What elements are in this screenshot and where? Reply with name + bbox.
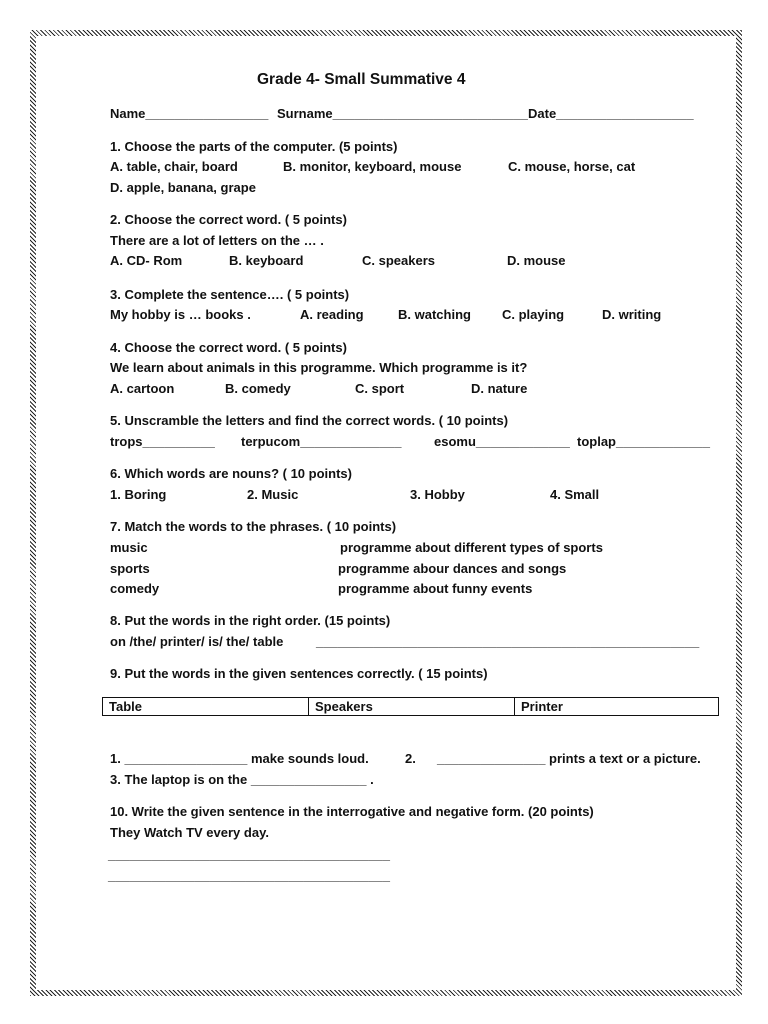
q6-option-3: 3. Hobby (410, 487, 465, 502)
q4-heading: 4. Choose the correct word. ( 5 points) (110, 340, 347, 355)
q5-word-1[interactable]: trops__________ (110, 434, 215, 449)
q2-option-d: D. mouse (507, 253, 566, 268)
q1-option-a: A. table, chair, board (110, 159, 238, 174)
q1-option-c: C. mouse, horse, cat (508, 159, 636, 174)
q1-heading: 1. Choose the parts of the computer. (5 points) (110, 139, 398, 154)
q3-option-c: C. playing (502, 307, 565, 322)
q9-word-table (102, 697, 719, 716)
q6-heading: 6. Which words are nouns? ( 10 points) (110, 466, 352, 481)
name-field[interactable]: Name_________________ (110, 106, 269, 121)
q7-word-1: music (110, 540, 148, 555)
q9-word-table: Table (103, 698, 309, 716)
page-title: Grade 4- Small Summative 4 (257, 71, 466, 88)
q3-option-a: A. reading (300, 307, 364, 322)
q9-word-speakers: Speakers (309, 698, 515, 716)
q10-heading: 10. Write the given sentence in the interrogative and negative form. (20 points) (110, 804, 594, 819)
surname-field[interactable]: Surname___________________________ (277, 106, 528, 121)
q5-heading: 5. Unscramble the letters and find the correct words. ( 10 points) (110, 413, 509, 428)
q9-heading: 9. Put the words in the given sentences correctly. ( 15 points) (110, 666, 488, 681)
q8-heading: 8. Put the words in the right order. (15 points) (110, 613, 391, 628)
q8-prompt: on /the/ printer/ is/ the/ table (110, 634, 284, 649)
q2-heading: 2. Choose the correct word. ( 5 points) (110, 212, 347, 227)
q1-option-b: B. monitor, keyboard, mouse (283, 159, 462, 174)
q9-word-printer: Printer (515, 698, 719, 716)
q7-word-2: sports (110, 561, 150, 576)
q5-word-4[interactable]: toplap_____________ (577, 434, 710, 449)
q7-phrase-2: programme abour dances and songs (338, 561, 567, 576)
q9-sentence-2[interactable]: _______________ prints a text or a picture. (437, 751, 701, 766)
q4-option-a: A. cartoon (110, 381, 175, 396)
q2-option-c: C. speakers (362, 253, 435, 268)
q3-option-b: B. watching (398, 307, 471, 322)
q7-phrase-3: programme about funny events (338, 581, 533, 596)
q10-prompt: They Watch TV every day. (110, 825, 269, 840)
q2-option-a: A. CD- Rom (110, 253, 183, 268)
q5-word-2[interactable]: terpucom______________ (241, 434, 402, 449)
q9-sentence-2-number: 2. (405, 751, 416, 766)
q7-phrase-1: programme about different types of sports (340, 540, 603, 555)
q3-prompt: My hobby is … books . (110, 307, 251, 322)
q4-option-b: B. comedy (225, 381, 291, 396)
q9-sentence-3[interactable]: 3. The laptop is on the ________________ . (110, 772, 374, 787)
q6-option-2: 2. Music (247, 487, 299, 502)
q1-option-d: D. apple, banana, grape (110, 180, 256, 195)
q10-answer-line-1[interactable]: _______________________________________ (108, 847, 390, 862)
q10-answer-line-2[interactable]: _______________________________________ (108, 868, 390, 883)
q6-option-4: 4. Small (550, 487, 600, 502)
date-field[interactable]: Date___________________ (528, 106, 694, 121)
q5-word-3[interactable]: esomu_____________ (434, 434, 570, 449)
q3-option-d: D. writing (602, 307, 662, 322)
q6-option-1: 1. Boring (110, 487, 167, 502)
q4-prompt: We learn about animals in this programme. Which programme is it? (110, 360, 528, 375)
q9-sentence-1[interactable]: 1. _________________ make sounds loud. (110, 751, 369, 766)
q2-option-b: B. keyboard (229, 253, 304, 268)
q2-prompt: There are a lot of letters on the … . (110, 233, 324, 248)
q3-heading: 3. Complete the sentence…. ( 5 points) (110, 287, 350, 302)
q7-heading: 7. Match the words to the phrases. ( 10 points) (110, 519, 397, 534)
q8-answer-line[interactable]: _____________________________________________________ (316, 634, 700, 649)
q4-option-c: C. sport (355, 381, 405, 396)
q4-option-d: D. nature (471, 381, 528, 396)
q7-word-3: comedy (110, 581, 160, 596)
